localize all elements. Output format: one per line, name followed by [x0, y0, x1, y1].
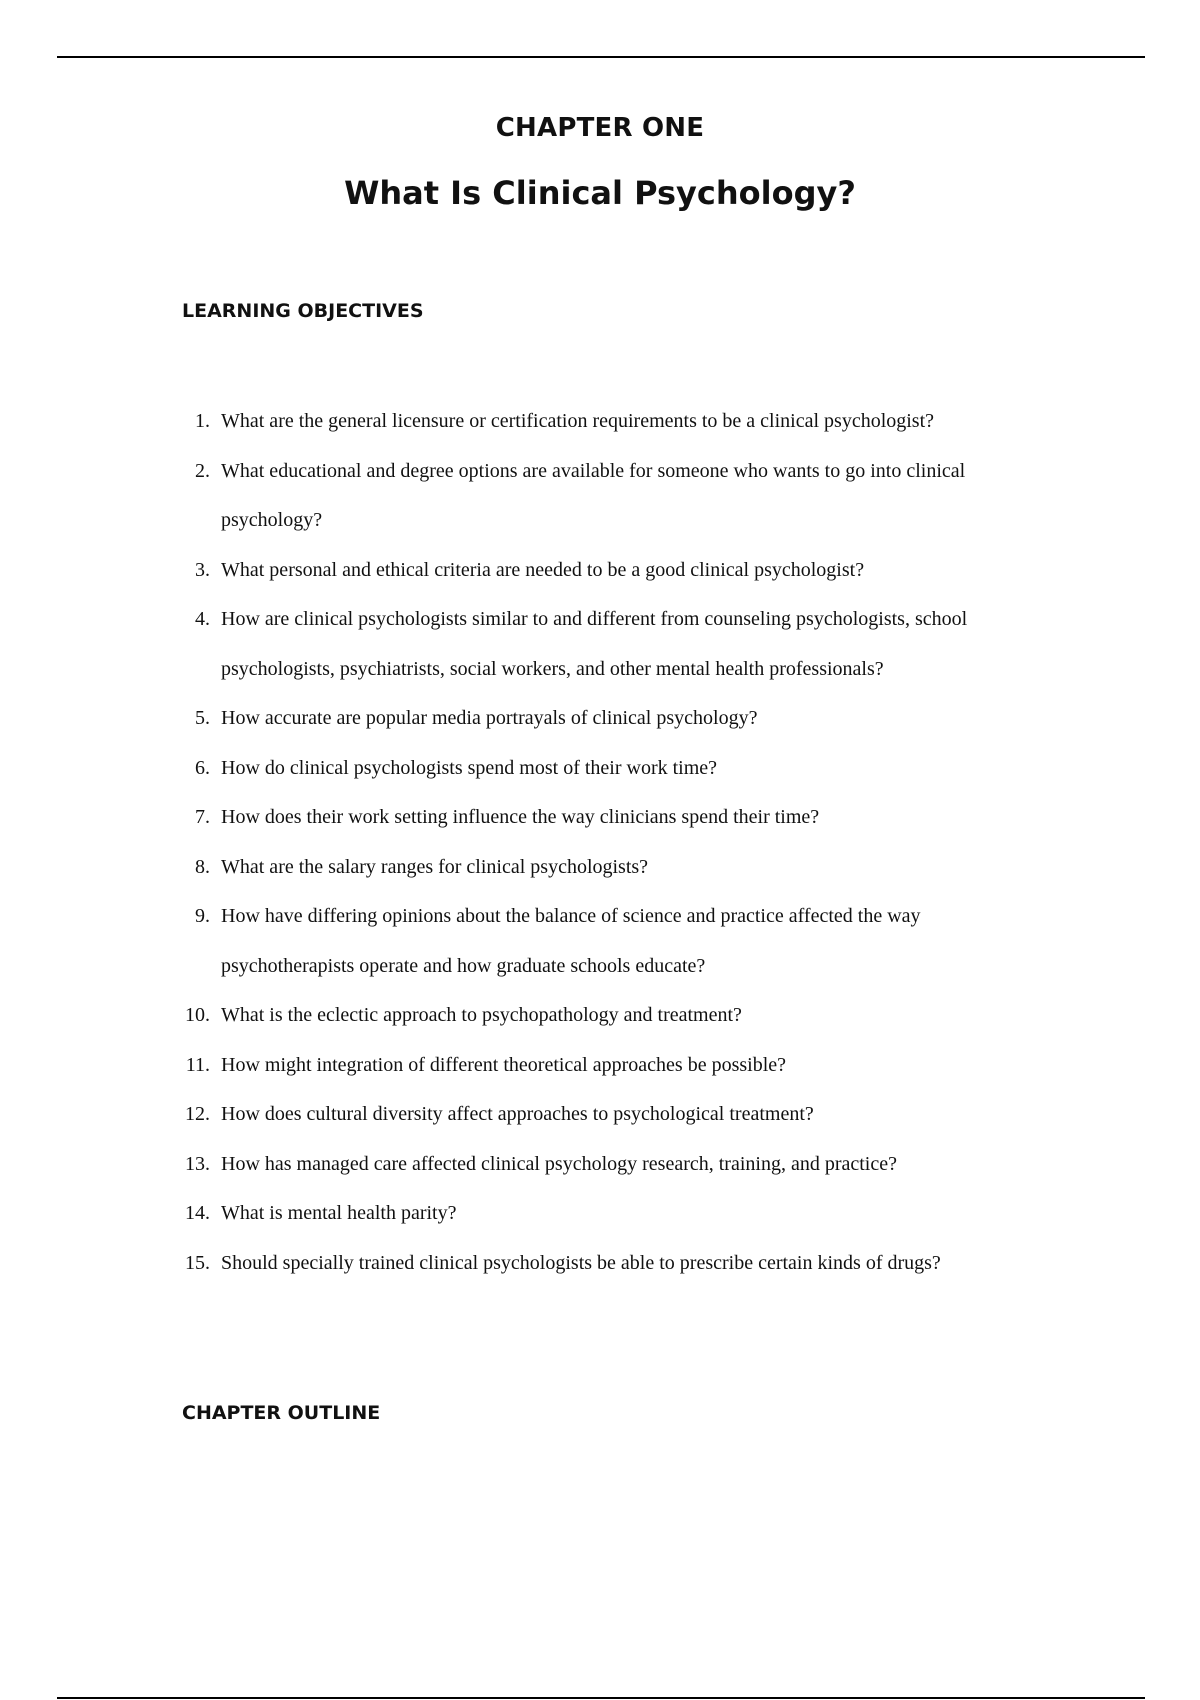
learning-objectives-list — [0, 397, 1200, 1288]
objective-item — [0, 1090, 1051, 1140]
objective-number: 2. — [195, 459, 210, 482]
objective-text: How has managed care affected clinical psychology research, training, and practice? — [221, 1152, 897, 1175]
objective-text: Should specially trained clinical psychologists be able to prescribe certain kinds of drugs? — [221, 1251, 941, 1274]
objective-text: What educational and degree options are available for someone who wants to go into clinical psychology? — [221, 459, 966, 531]
objective-item — [0, 991, 1051, 1041]
objective-item — [0, 447, 1051, 546]
objective-text: How does their work setting influence the way clinicians spend their time? — [221, 806, 820, 828]
objective-number: 8. — [195, 855, 210, 878]
objective-text: How does cultural diversity affect approaches to psychological treatment? — [221, 1103, 814, 1125]
objective-number: 3. — [195, 558, 210, 581]
chapter-outline-heading: CHAPTER OUTLINE — [182, 1402, 381, 1424]
objective-number: 13. — [185, 1152, 210, 1175]
objective-number: 7. — [195, 806, 210, 828]
objective-item — [0, 793, 1051, 843]
objective-item — [0, 843, 1051, 893]
objective-number: 6. — [195, 756, 210, 779]
objective-text: What personal and ethical criteria are needed to be a good clinical psychologist? — [221, 558, 865, 581]
objective-number: 14. — [185, 1202, 210, 1224]
objective-item — [0, 546, 1051, 596]
objective-text: How do clinical psychologists spend most of their work time? — [221, 756, 718, 779]
objective-item — [0, 1041, 1051, 1091]
bottom-rule — [57, 1697, 1145, 1699]
objective-number: 11. — [185, 1053, 210, 1076]
objective-item — [0, 744, 1051, 794]
objective-number: 5. — [195, 707, 210, 729]
objective-text: What is the eclectic approach to psychopathology and treatment? — [221, 1004, 742, 1026]
objective-item — [0, 1189, 1051, 1239]
objective-item — [0, 892, 1051, 991]
objective-text: What is mental health parity? — [221, 1202, 457, 1224]
chapter-label: CHAPTER ONE — [495, 113, 705, 143]
objective-item — [0, 397, 1051, 447]
objective-text: How accurate are popular media portrayals of clinical psychology? — [221, 707, 758, 729]
objective-text: What are the salary ranges for clinical psychologists? — [221, 855, 649, 878]
top-rule — [57, 56, 1145, 58]
objective-text: How have differing opinions about the balance of science and practice affected the way psychotherapists operate and how graduate schools educate? — [221, 905, 921, 977]
objective-number: 1. — [195, 410, 210, 432]
objective-text: How are clinical psychologists similar to and different from counseling psychologists, school psychologists, psychiatrists, social workers, and other mental health professionals? — [221, 608, 968, 680]
objective-number: 10. — [185, 1004, 210, 1026]
objective-item — [0, 694, 1051, 744]
objective-number: 4. — [195, 608, 210, 630]
objective-number: 12. — [185, 1103, 210, 1125]
objective-item — [0, 1239, 1051, 1289]
objective-number: 15. — [185, 1251, 210, 1274]
objective-text: What are the general licensure or certification requirements to be a clinical psychologist? — [221, 410, 935, 432]
objective-item — [0, 1140, 1051, 1190]
learning-objectives-heading: LEARNING OBJECTIVES — [182, 300, 424, 322]
objective-number: 9. — [195, 905, 210, 927]
objective-text: How might integration of different theoretical approaches be possible? — [221, 1053, 786, 1076]
objective-item — [0, 595, 1051, 694]
chapter-title: What Is Clinical Psychology? — [344, 174, 856, 212]
